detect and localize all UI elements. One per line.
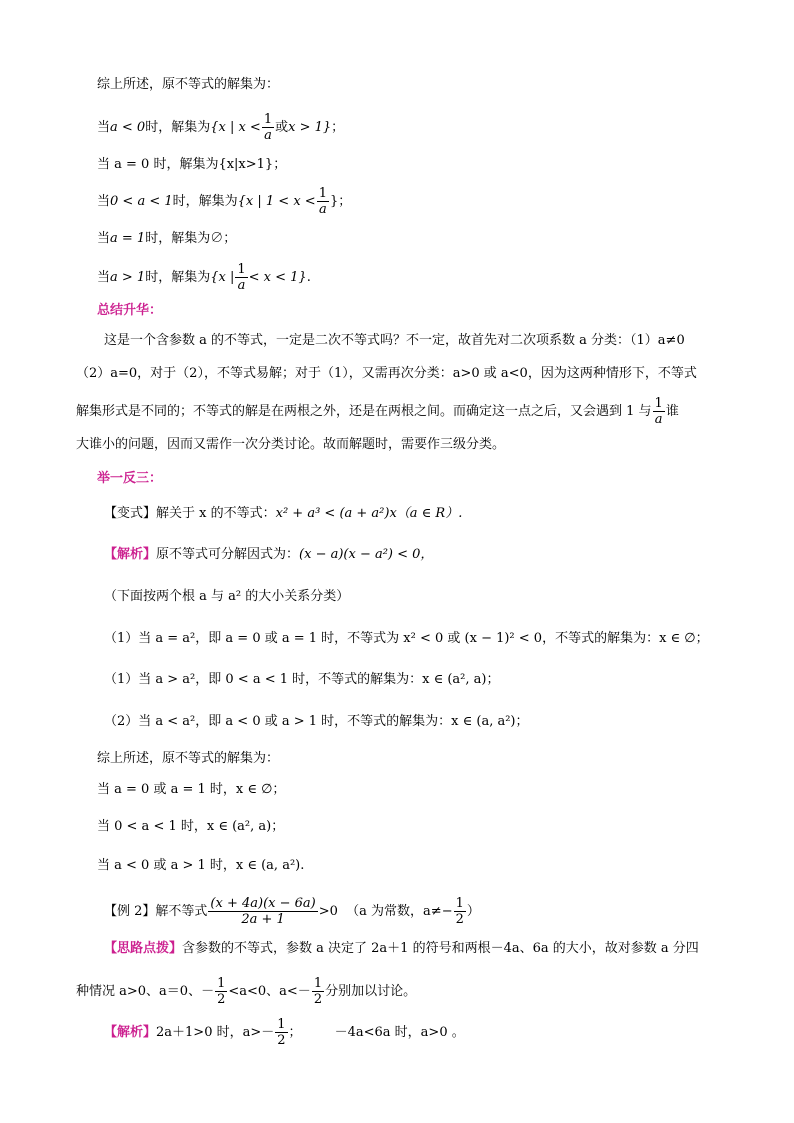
variant-expression: x² + a³ < (a + a²)x（a ∈ R）. (275, 506, 463, 521)
set-part: {x | x < (210, 120, 261, 135)
fraction-denominator: 2a + 1 (241, 912, 285, 927)
classification-note: （下面按两个根 a 与 a² 的大小关系分类） (104, 589, 350, 604)
variant-solution (104, 546, 433, 564)
hint-line-2 (76, 976, 416, 1007)
case-condition: a = 1 (110, 231, 146, 246)
fraction (454, 896, 466, 927)
fraction (215, 976, 227, 1007)
fraction (235, 262, 247, 293)
fraction-denominator: 2 (217, 992, 226, 1007)
fraction-denominator: a (654, 412, 663, 427)
fraction-denominator: 2 (313, 992, 323, 1007)
set-part: 或 (275, 120, 289, 135)
fraction-numerator: 1 (263, 112, 273, 127)
summary-paragraph-line (76, 396, 679, 427)
solution-text: －4a<6a 时，a>0 。 (334, 1025, 465, 1040)
summary-paragraph-line: 大谁小的问题，因而又需作一次分类讨论。故而解题时，需要作三级分类。 (76, 437, 506, 452)
variant-problem (104, 505, 462, 523)
set-part: x > 1} (288, 120, 332, 135)
fraction (317, 186, 329, 217)
hint-text: 分别加以讨论。 (325, 984, 417, 999)
case-mid: 时，解集为 (145, 231, 211, 246)
fraction (275, 1017, 287, 1048)
case-prefix: 当 (97, 231, 111, 246)
practice-summary: 综上所述，原不等式的解集为： (97, 751, 280, 766)
summary-paragraph-line: （2）a=0，对于（2），不等式易解；对于（1），又需再次分类：a>0 或 a<0，因为这两种情形下，不等式 (76, 366, 697, 381)
fraction-numerator: 1 (654, 396, 663, 411)
fraction-denominator: a (318, 202, 327, 217)
case-mid: 时，解集为 (172, 194, 238, 209)
fraction-numerator: 1 (237, 262, 246, 277)
practice-case-2: （1）当 a > a²，即 0 < a < 1 时，不等式的解集为：x ∈ (a², a)； (104, 672, 500, 687)
fraction (262, 112, 274, 143)
solution-expression: (x − a)(x − a²) < 0， (299, 547, 434, 562)
condition-text: ） (466, 904, 480, 919)
case-prefix: 当 (97, 270, 111, 285)
solution-text: 原不等式可分解因式为： (156, 547, 300, 562)
condition-text: （a 为常数，a≠− (346, 904, 453, 919)
practice-result-1: 当 a = 0 或 a = 1 时，x ∈ ∅； (97, 782, 286, 797)
solution-text: ； (288, 1025, 302, 1040)
case-prefix: 当 (97, 194, 111, 209)
fraction (312, 976, 324, 1007)
fraction-numerator: 1 (313, 976, 323, 991)
paragraph-text: 解集形式是不同的；不等式的解是在两根之外，还是在两根之间。而确定这一点之后，又会遇到 1 与 (76, 404, 652, 419)
hint-text: 种情况 a>0、a＝0、－ (76, 984, 215, 999)
fraction-numerator: 1 (318, 186, 327, 201)
hint-tag: 【思路点拨】 (104, 941, 183, 956)
case-end: ； (331, 120, 345, 135)
set-part: } (329, 194, 339, 209)
case-a-greater-one (97, 262, 311, 293)
case-end: ； (338, 194, 352, 209)
case-end: ； (223, 231, 237, 246)
fraction-numerator: 1 (217, 976, 226, 991)
summary-paragraph-line: 这是一个含参数 a 的不等式，一定是二次不等式吗？不一定，故首先对二次项系数 a 分类：（1）a≠0 (104, 333, 685, 348)
fraction-denominator: a (237, 278, 246, 293)
fraction-numerator: 1 (455, 896, 464, 911)
solution-text: 2a＋1>0 时，a>－ (156, 1025, 275, 1040)
fraction (208, 896, 317, 927)
case-a-one (97, 230, 236, 248)
example-tag: 【例 2】 (104, 904, 156, 919)
section-heading-summary: 总结升华： (97, 303, 163, 318)
variant-text: 解关于 x 的不等式： (156, 506, 276, 521)
solution-tag: 【解析】 (104, 547, 157, 562)
empty-set: ∅ (210, 231, 224, 246)
variant-tag: 【变式】 (104, 506, 157, 521)
practice-case-3: （2）当 a < a²，即 a < 0 或 a > 1 时，不等式的解集为：x ∈ (a, a²)； (104, 714, 529, 729)
set-part: {x | (210, 270, 235, 285)
hint-text: 含参数的不等式，参数 a 决定了 2a＋1 的符号和两根－4a、6a 的大小，故对参数 a 分四 (182, 941, 699, 956)
section-heading-practice: 举一反三： (97, 471, 163, 486)
hint-text: <a<0、a<－ (228, 984, 311, 999)
case-end: . (306, 270, 311, 285)
set-part: {x | 1 < x < (237, 194, 316, 209)
fraction-denominator: a (264, 128, 272, 143)
fraction (653, 396, 665, 427)
case-a-negative (97, 112, 344, 143)
case-condition: a < 0 (110, 120, 146, 135)
practice-result-2: 当 0 < a < 1 时，x ∈ (a², a)； (97, 819, 285, 834)
summary-line: 综上所述，原不等式的解集为： (97, 77, 280, 92)
case-mid: 时，解集为 (145, 270, 211, 285)
fraction-numerator: 1 (277, 1017, 286, 1032)
hint-line-1 (104, 940, 699, 958)
example-text: 解不等式 (155, 904, 208, 919)
set-part: < x < 1} (248, 270, 307, 285)
practice-result-3: 当 a < 0 或 a > 1 时，x ∈ (a, a²). (97, 858, 305, 873)
case-prefix: 当 (97, 120, 111, 135)
practice-case-1: （1）当 a = a²，即 a = 0 或 a = 1 时，不等式为 x² < 0 或 (x − 1)² < 0，不等式的解集为：x ∈ ∅； (104, 631, 709, 646)
example-2-solution (104, 1017, 465, 1048)
fraction-denominator: 2 (277, 1033, 286, 1048)
example-2-problem (104, 896, 480, 927)
fraction-numerator: (x + 4a)(x − 6a) (210, 896, 316, 911)
case-mid: 时，解集为 (145, 120, 211, 135)
case-a-zero: 当 a = 0 时，解集为{x|x>1}； (97, 157, 287, 172)
relation: >0 (318, 904, 338, 919)
case-condition: a > 1 (110, 270, 146, 285)
solution-tag: 【解析】 (104, 1025, 157, 1040)
paragraph-text: 谁 (665, 404, 679, 419)
case-a-between (97, 186, 351, 217)
case-condition: 0 < a < 1 (110, 194, 173, 209)
fraction-denominator: 2 (455, 912, 464, 927)
